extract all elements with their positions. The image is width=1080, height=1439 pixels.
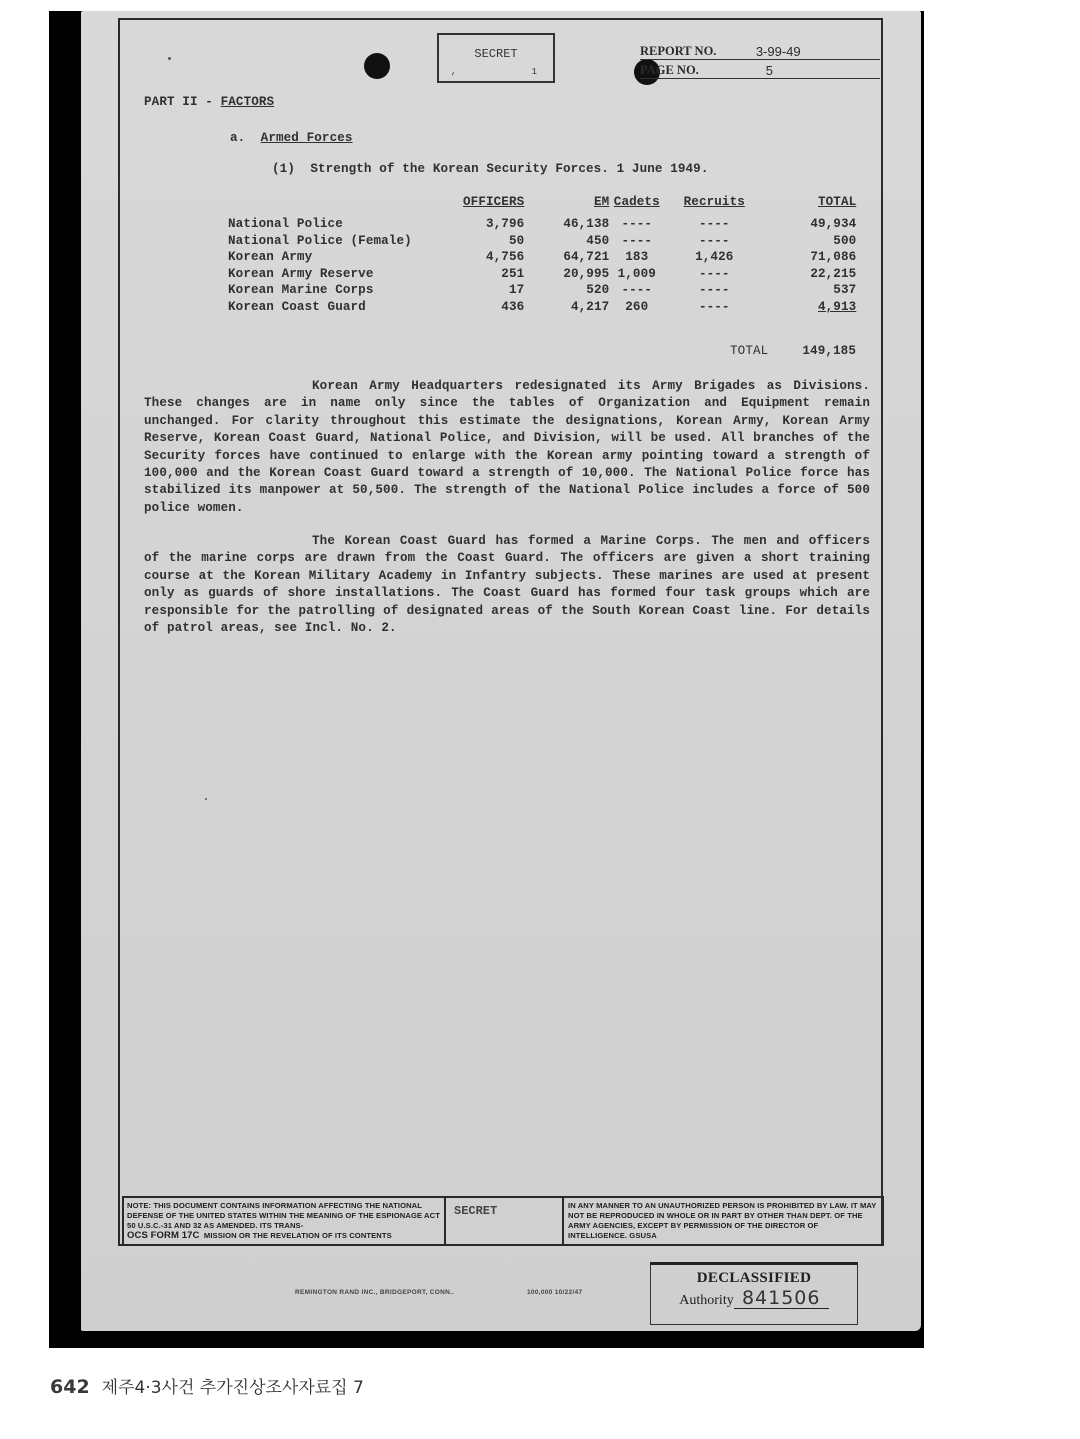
authority-number: 841506 [734, 1288, 829, 1309]
row-recruits: ---- [698, 299, 730, 314]
col-header-name [228, 194, 463, 216]
classification-box [437, 33, 555, 83]
row-em: 520 [586, 283, 610, 298]
table-header-row [228, 194, 856, 216]
row-cadets: 1,009 [617, 266, 656, 281]
authority-line [651, 1288, 857, 1309]
row-officers: 4,756 [485, 250, 525, 265]
report-no-row [640, 41, 880, 60]
speck [168, 57, 171, 60]
form-label: OCS FORM 17C [127, 1230, 200, 1241]
row-em: 46,138 [563, 217, 610, 231]
row-name: Korean Army Reserve [228, 266, 374, 281]
row-officers: 3,796 [485, 217, 525, 231]
print-run: 100,000 10/22/47 [527, 1289, 583, 1296]
printer-imprint: REMINGTON RAND INC., BRIDGEPORT, CONN.. [295, 1289, 455, 1296]
part-title: FACTORS [220, 95, 275, 109]
table-row [228, 233, 856, 250]
part-heading [144, 95, 274, 109]
row-cadets: ---- [621, 217, 653, 231]
row-total: 500 [833, 233, 857, 248]
part-label: PART II - [144, 95, 213, 109]
row-cadets: 260 [625, 299, 649, 314]
row-em: 64,721 [563, 250, 610, 265]
col-header-recruits: Recruits [683, 195, 745, 209]
row-cadets: ---- [621, 283, 653, 298]
row-name: Korean Coast Guard [228, 299, 366, 314]
row-officers: 50 [508, 233, 525, 248]
sub-a-title: Armed Forces [260, 131, 353, 145]
table-row [228, 282, 856, 299]
mark: 1 [531, 67, 537, 77]
sub-1-title: Strength of the Korean Security Forces. 1 June 1949. [310, 162, 709, 176]
notice-text: NOTE: THIS DOCUMENT CONTAINS INFORMATION AFFECTING THE NATIONAL DEFENSE OF THE UNITED STATES WITHIN THE MEANING OF THE ESPIONAGE ACT 50 U.S.C.-31 AND 32 AS AMENDED. ITS TRANS- [127, 1201, 440, 1230]
paragraph-marine-corps: The Korean Coast Guard has formed a Marine Corps. The men and officers of the marine corps are drawn from the Coast Guard. The officers are given a short training course at the Korean Military Academy in Infantry subjects. These marines are used at present only as guards of shore installations. The Coast Guard has formed four task groups which are responsible for the patrolling of designated areas of the South Korean Coast line. For details of patrol areas, see Incl. No. 2. [144, 534, 870, 636]
row-total: 4,913 [817, 299, 857, 314]
table-row [228, 249, 856, 266]
row-cadets: ---- [621, 233, 653, 248]
row-em: 20,995 [563, 266, 610, 281]
sub-a-label: a. [230, 131, 246, 145]
row-total: 71,086 [810, 250, 857, 265]
table-row [228, 216, 856, 233]
row-recruits: 1,426 [695, 250, 734, 265]
row-name: National Police (Female) [228, 233, 412, 248]
grand-total-label: TOTAL [730, 344, 769, 358]
espionage-notice [124, 1198, 446, 1244]
row-name: National Police [228, 217, 343, 231]
col-header-total: TOTAL [817, 195, 857, 209]
row-total: 49,934 [810, 217, 857, 231]
col-header-em: EM [593, 195, 610, 209]
speck [205, 798, 207, 800]
report-no-label: REPORT NO. [640, 44, 717, 58]
page-no-value: 5 [765, 63, 774, 78]
classification-text: SECRET [474, 47, 518, 61]
book-page-footer [50, 1373, 364, 1398]
row-name: Korean Army [228, 250, 313, 265]
notice-text-end: MISSION OR THE REVELATION OF ITS CONTENTS [203, 1231, 392, 1240]
reproduction-notice: IN ANY MANNER TO AN UNAUTHORIZED PERSON IS PROHIBITED BY LAW. IT MAY NOT BE REPRODUCED IN WHOLE OR IN PART BY OTHER THAN DEPT. OF THE ARMY AGENCIES, EXCEPT BY PERMISSION OF THE DIRECTOR OF INTELLIGENCE. GSUSA [568, 1201, 877, 1240]
report-no-value: 3-99-49 [755, 44, 801, 59]
paragraph-army-redesignation: Korean Army Headquarters redesignated its Army Brigades as Divisions. These changes are in name only since the tables of Organization and Equipment remain unchanged. For clarity throughout this estimate the designations, Korean Army, Korean Army Reserve, Korean Coast Guard, National Police, and Division, will be used. All branches of the Security forces have continued to enlarge with the Korean army pointing toward a strength of 100,000 and the Korean Coast Guard toward a strength of 10,000. The National Police force has stabilized its manpower at 50,500. The strength of the National Police includes a force of 500 police women. [144, 379, 870, 515]
row-officers: 436 [501, 299, 525, 314]
grand-total [730, 344, 856, 358]
page-no-row [640, 60, 880, 79]
row-recruits: ---- [698, 233, 730, 248]
book-title: 제주4·3사건 추가진상조사자료집 7 [101, 1378, 364, 1398]
row-name: Korean Marine Corps [228, 283, 374, 298]
declassified-title: DECLASSIFIED [696, 1270, 812, 1286]
row-officers: 251 [501, 266, 525, 281]
row-recruits: ---- [698, 266, 730, 281]
row-em: 450 [586, 233, 610, 248]
sub-1-label: (1) [272, 162, 295, 176]
row-em: 4,217 [570, 299, 610, 314]
subsection-a-heading [230, 131, 353, 145]
table-row [228, 299, 856, 316]
report-info [640, 41, 880, 79]
footer-classification: SECRET [446, 1198, 564, 1244]
table-row [228, 266, 856, 283]
row-total: 537 [833, 283, 857, 298]
subsection-1-heading [272, 162, 709, 176]
col-header-cadets: Cadets [613, 195, 660, 209]
grand-total-value: 149,185 [802, 344, 856, 358]
row-cadets: 183 [625, 250, 649, 265]
security-notice-box [122, 1196, 884, 1246]
punch-hole-left [364, 53, 390, 79]
mark: , [451, 67, 457, 77]
strength-table [228, 194, 856, 316]
col-header-officers: OFFICERS [463, 195, 525, 209]
row-recruits: ---- [698, 283, 730, 298]
page-no-label: PAGE NO. [640, 63, 699, 77]
row-total: 22,215 [810, 266, 857, 281]
declassified-stamp [650, 1262, 858, 1325]
authority-label: Authority [679, 1293, 734, 1308]
row-officers: 17 [508, 283, 525, 298]
row-recruits: ---- [698, 217, 730, 231]
page-number: 642 [50, 1376, 90, 1398]
